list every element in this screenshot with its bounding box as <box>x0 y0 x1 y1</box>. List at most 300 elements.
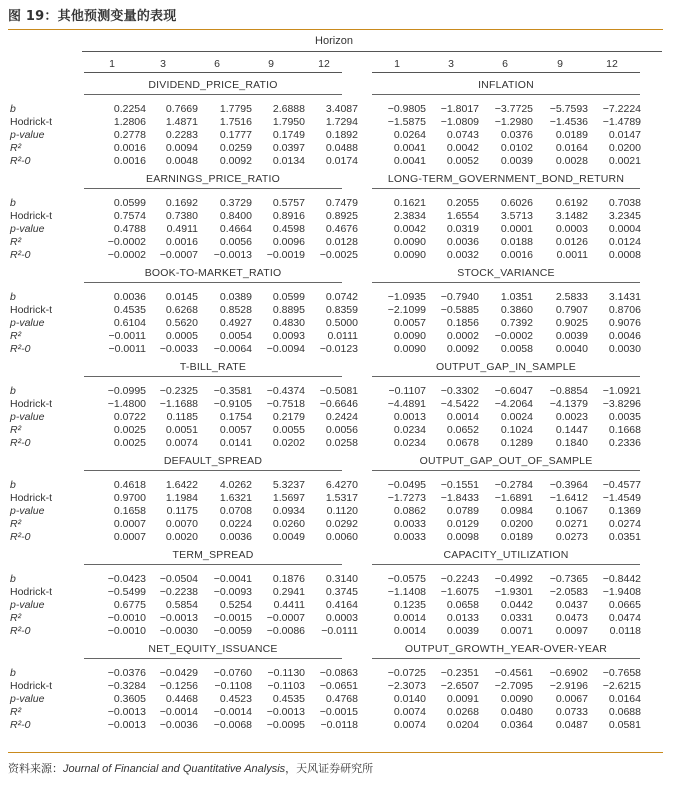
row-label: b <box>10 479 16 491</box>
table-cell: 0.0742 <box>325 291 358 303</box>
left-variable-rule <box>84 94 342 95</box>
left-variable-rule <box>84 564 342 565</box>
table-cell: 6.4270 <box>325 479 358 491</box>
table-cell: −0.2238 <box>159 586 198 598</box>
table-cell: 0.0258 <box>325 437 358 449</box>
table-cell: −0.0429 <box>159 667 198 679</box>
table-cell: −1.0921 <box>602 385 641 397</box>
table-cell: 0.0487 <box>555 719 588 731</box>
table-cell: 0.5757 <box>272 197 305 209</box>
table-cell: −2.6507 <box>440 680 479 692</box>
table-cell: 0.0042 <box>446 142 479 154</box>
table-cell: 0.1235 <box>393 599 426 611</box>
table-cell: −1.1408 <box>387 586 426 598</box>
table-cell: 0.0200 <box>608 142 641 154</box>
table-cell: −0.6047 <box>494 385 533 397</box>
table-cell: 0.0057 <box>219 424 252 436</box>
table-cell: 0.0042 <box>393 223 426 235</box>
table-cell: −0.3964 <box>549 479 588 491</box>
table-cell: 0.0189 <box>500 531 533 543</box>
horizon-col-right-4: 9 <box>557 58 563 70</box>
left-variable-rule <box>84 282 342 283</box>
row-label: R²-0 <box>10 625 31 637</box>
right-variable-rule <box>372 658 640 659</box>
table-cell: −1.0809 <box>440 116 479 128</box>
table-cell: 0.1185 <box>166 411 198 423</box>
table-cell: −0.1108 <box>214 680 252 692</box>
horizon-col-right-2: 3 <box>448 58 454 70</box>
table-cell: −0.0013 <box>159 612 198 624</box>
table-cell: −0.0059 <box>213 625 252 637</box>
table-cell: −7.2224 <box>602 103 641 115</box>
row-label: b <box>10 667 16 679</box>
table-cell: 1.7516 <box>219 116 252 128</box>
table-cell: 0.0014 <box>393 612 426 624</box>
table-cell: −0.0014 <box>213 706 252 718</box>
table-cell: 0.0008 <box>608 249 641 261</box>
table-cell: 0.0003 <box>325 612 358 624</box>
table-cell: 0.4927 <box>219 317 252 329</box>
table-cell: 0.4411 <box>273 599 305 611</box>
table-cell: 0.8528 <box>219 304 252 316</box>
table-cell: 0.6775 <box>113 599 146 611</box>
table-cell: −0.0094 <box>266 343 305 355</box>
table-cell: 0.4676 <box>325 223 358 235</box>
table-cell: 0.0098 <box>446 531 479 543</box>
table-cell: 0.4468 <box>165 693 198 705</box>
table-cell: 0.0074 <box>393 706 426 718</box>
table-cell: 0.0060 <box>325 531 358 543</box>
table-cell: −1.9408 <box>602 586 641 598</box>
table-cell: 0.0188 <box>500 236 533 248</box>
table-cell: 0.4788 <box>113 223 146 235</box>
table-cell: 0.7392 <box>500 317 533 329</box>
table-cell: 0.7380 <box>165 210 198 222</box>
table-cell: −0.0575 <box>387 573 426 585</box>
table-cell: −0.0093 <box>213 586 252 598</box>
table-cell: 0.8400 <box>219 210 252 222</box>
table-cell: 0.8706 <box>608 304 641 316</box>
table-cell: −2.3073 <box>387 680 426 692</box>
source-suffix: ，天风证券研究所 <box>285 762 374 775</box>
table-cell: −0.4992 <box>494 573 533 585</box>
table-cell: 0.0032 <box>446 249 479 261</box>
row-label: p-value <box>10 505 45 517</box>
table-cell: 0.1120 <box>326 505 358 517</box>
table-cell: 0.0090 <box>500 693 533 705</box>
table-cell: 0.0004 <box>608 223 641 235</box>
horizon-col-right-1: 1 <box>394 58 400 70</box>
row-label: p-value <box>10 599 45 611</box>
table-cell: 0.0048 <box>165 155 198 167</box>
table-cell: 0.7038 <box>608 197 641 209</box>
table-cell: 0.0260 <box>272 518 305 530</box>
right-variable-rule <box>372 282 640 283</box>
table-cell: 0.0058 <box>500 343 533 355</box>
table-cell: 0.0007 <box>113 518 146 530</box>
footer-divider <box>8 752 663 753</box>
table-cell: 0.0014 <box>393 625 426 637</box>
right-variable-title: OUTPUT_GAP_IN_SAMPLE <box>436 361 576 373</box>
table-cell: −0.2325 <box>159 385 198 397</box>
table-cell: 0.7907 <box>555 304 588 316</box>
table-cell: 0.4664 <box>219 223 252 235</box>
horizon-col-left-2: 3 <box>160 58 166 70</box>
table-cell: 0.3745 <box>325 586 358 598</box>
table-cell: −0.0002 <box>107 236 146 248</box>
table-cell: −1.7273 <box>387 492 426 504</box>
table-cell: −2.6215 <box>602 680 641 692</box>
table-cell: −1.4800 <box>107 398 146 410</box>
row-label: R²-0 <box>10 437 31 449</box>
table-cell: 0.0096 <box>272 236 305 248</box>
table-cell: 0.6026 <box>500 197 533 209</box>
table-cell: 0.0789 <box>446 505 479 517</box>
row-label: R² <box>10 612 22 624</box>
table-cell: 0.1692 <box>165 197 198 209</box>
right-variable-rule <box>372 376 640 377</box>
table-cell: 0.4535 <box>272 693 305 705</box>
table-cell: 0.8895 <box>272 304 305 316</box>
table-cell: 0.1621 <box>393 197 426 209</box>
section-1 <box>0 79 673 172</box>
table-cell: −0.2784 <box>494 479 533 491</box>
right-variable-title: LONG-TERM_GOVERNMENT_BOND_RETURN <box>387 173 625 185</box>
table-cell: −0.0030 <box>159 625 198 637</box>
table-cell: 1.4871 <box>165 116 198 128</box>
table-cell: 0.0097 <box>555 625 588 637</box>
section-3 <box>0 267 673 360</box>
table-cell: 0.0164 <box>555 142 588 154</box>
right-variable-rule <box>372 470 640 471</box>
table-cell: 0.2179 <box>272 411 305 423</box>
row-label: R² <box>10 236 22 248</box>
table-cell: 0.0023 <box>555 411 588 423</box>
figure-header <box>8 6 663 30</box>
row-label: b <box>10 197 16 209</box>
table-cell: 0.0005 <box>165 330 198 342</box>
row-label: p-value <box>10 223 45 235</box>
row-label: p-value <box>10 411 45 423</box>
table-cell: 0.1175 <box>166 505 198 517</box>
table-cell: 0.0033 <box>393 531 426 543</box>
table-cell: −1.2980 <box>494 116 533 128</box>
table-cell: 0.0070 <box>165 518 198 530</box>
table-cell: 0.0351 <box>608 531 641 543</box>
row-label: Hodrick-t <box>10 586 53 598</box>
table-cell: 0.5254 <box>219 599 252 611</box>
table-cell: −4.1379 <box>549 398 588 410</box>
row-label: R² <box>10 424 22 436</box>
table-cell: 0.9025 <box>555 317 588 329</box>
table-cell: 0.6104 <box>113 317 146 329</box>
table-cell: −0.0423 <box>107 573 146 585</box>
table-cell: −0.0495 <box>387 479 426 491</box>
table-cell: −0.0002 <box>107 249 146 261</box>
table-cell: 0.0234 <box>393 437 426 449</box>
table-cell: 0.1369 <box>608 505 641 517</box>
table-cell: −0.0041 <box>213 573 252 585</box>
table-cell: 0.1447 <box>555 424 588 436</box>
table-cell: 0.4768 <box>325 693 358 705</box>
table-cell: −3.8296 <box>602 398 641 410</box>
right-variable-rule <box>372 564 640 565</box>
table-cell: 0.4830 <box>272 317 305 329</box>
table-cell: 0.8359 <box>325 304 358 316</box>
table-cell: 1.2806 <box>113 116 146 128</box>
table-cell: 0.0090 <box>393 236 426 248</box>
table-cell: −4.2064 <box>494 398 533 410</box>
row-label: b <box>10 573 16 585</box>
table-cell: 0.9700 <box>113 492 146 504</box>
section-4 <box>0 361 673 454</box>
table-cell: 0.1668 <box>608 424 641 436</box>
table-cell: −1.8017 <box>440 103 479 115</box>
table-cell: −1.1688 <box>159 398 198 410</box>
table-cell: −0.1256 <box>159 680 198 692</box>
table-cell: −0.1551 <box>440 479 479 491</box>
row-label: p-value <box>10 693 45 705</box>
table-cell: −0.0036 <box>159 719 198 731</box>
table-cell: 0.2941 <box>272 586 305 598</box>
table-cell: 0.0743 <box>446 129 479 141</box>
row-label: R²-0 <box>10 249 31 261</box>
table-cell: 4.0262 <box>219 479 252 491</box>
table-cell: 0.0021 <box>608 155 641 167</box>
table-cell: 0.0002 <box>446 330 479 342</box>
table-cell: 0.0652 <box>446 424 479 436</box>
right-variable-rule <box>372 94 640 95</box>
row-label: b <box>10 103 16 115</box>
row-label: R²-0 <box>10 719 31 731</box>
left-variable-rule <box>84 376 342 377</box>
table-cell: 0.0147 <box>608 129 641 141</box>
table-cell: −0.0013 <box>107 706 146 718</box>
table-cell: −0.0015 <box>213 612 252 624</box>
table-cell: 0.0581 <box>608 719 641 731</box>
section-5 <box>0 455 673 548</box>
table-cell: 0.0056 <box>219 236 252 248</box>
table-cell: 0.0049 <box>272 531 305 543</box>
table-cell: −0.0007 <box>266 612 305 624</box>
table-cell: −0.0011 <box>108 343 146 355</box>
horizon-label: Horizon <box>315 35 353 47</box>
table-cell: 0.6268 <box>165 304 198 316</box>
table-cell: −0.6646 <box>319 398 358 410</box>
right-variable-title: STOCK_VARIANCE <box>457 267 555 279</box>
table-cell: 2.3834 <box>393 210 426 222</box>
figure-title: 图 19：其他预测变量的表现 <box>8 9 177 24</box>
table-cell: 0.0733 <box>555 706 588 718</box>
table-cell: 0.0035 <box>608 411 641 423</box>
table-cell: −0.6902 <box>549 667 588 679</box>
table-cell: 0.0054 <box>219 330 252 342</box>
table-cell: 0.0133 <box>446 612 479 624</box>
table-cell: 0.3140 <box>325 573 358 585</box>
table-cell: 0.0268 <box>446 706 479 718</box>
row-label: p-value <box>10 317 45 329</box>
table-cell: 0.0111 <box>327 330 358 342</box>
table-cell: 0.1777 <box>219 129 252 141</box>
table-cell: −0.0015 <box>319 706 358 718</box>
horizon-col-right-5: 12 <box>606 58 618 70</box>
table-cell: −0.3284 <box>107 680 146 692</box>
table-cell: 0.0984 <box>500 505 533 517</box>
table-cell: 0.1892 <box>325 129 358 141</box>
table-cell: −0.0068 <box>213 719 252 731</box>
table-cell: 0.0039 <box>500 155 533 167</box>
table-cell: 0.0224 <box>219 518 252 530</box>
table-cell: 2.5833 <box>555 291 588 303</box>
table-cell: 0.0480 <box>500 706 533 718</box>
table-cell: 0.0011 <box>556 249 588 261</box>
table-cell: 0.0016 <box>165 236 198 248</box>
table-cell: 0.0599 <box>272 291 305 303</box>
table-cell: −0.0025 <box>319 249 358 261</box>
table-cell: 1.1984 <box>165 492 198 504</box>
row-label: Hodrick-t <box>10 398 53 410</box>
table-cell: −0.3302 <box>440 385 479 397</box>
table-cell: 0.1754 <box>219 411 252 423</box>
left-variable-title: T-BILL_RATE <box>179 361 247 373</box>
table-cell: −0.0504 <box>159 573 198 585</box>
table-cell: 0.2254 <box>113 103 146 115</box>
table-cell: 0.0397 <box>272 142 305 154</box>
table-cell: −3.7725 <box>494 103 533 115</box>
table-cell: 0.0474 <box>608 612 641 624</box>
table-cell: −0.1130 <box>267 667 305 679</box>
table-cell: −0.0376 <box>107 667 146 679</box>
table-cell: 0.3729 <box>219 197 252 209</box>
table-cell: −0.0863 <box>319 667 358 679</box>
table-cell: 3.4087 <box>325 103 358 115</box>
table-cell: 0.0071 <box>500 625 533 637</box>
row-label: R²-0 <box>10 531 31 543</box>
table-cell: 0.0145 <box>165 291 198 303</box>
horizon-rule <box>82 51 662 52</box>
table-cell: 0.0234 <box>393 424 426 436</box>
table-cell: −0.9805 <box>387 103 426 115</box>
table-cell: 0.0331 <box>500 612 533 624</box>
table-cell: −0.0002 <box>494 330 533 342</box>
table-cell: 5.3237 <box>272 479 305 491</box>
row-label: Hodrick-t <box>10 304 53 316</box>
table-cell: 0.0708 <box>219 505 252 517</box>
table-cell: 0.0442 <box>500 599 533 611</box>
table-cell: 0.0264 <box>393 129 426 141</box>
table-cell: −0.0995 <box>107 385 146 397</box>
horizon-col-right-3: 6 <box>502 58 508 70</box>
table-cell: −0.0013 <box>107 719 146 731</box>
table-cell: −2.9196 <box>549 680 588 692</box>
left-variable-title: TERM_SPREAD <box>172 549 254 561</box>
table-cell: 0.0016 <box>113 155 146 167</box>
title-divider <box>8 29 663 30</box>
table-cell: 0.0055 <box>272 424 305 436</box>
table-cell: 0.0128 <box>325 236 358 248</box>
table-cell: 0.7574 <box>113 210 146 222</box>
table-cell: 0.0271 <box>555 518 588 530</box>
table-cell: 0.0274 <box>608 518 641 530</box>
table-cell: 0.2424 <box>325 411 358 423</box>
table-cell: −2.0583 <box>549 586 588 598</box>
table-cell: 0.0041 <box>393 155 426 167</box>
table-cell: 3.1431 <box>608 291 641 303</box>
table-cell: 0.0273 <box>555 531 588 543</box>
table-cell: 0.1658 <box>113 505 146 517</box>
table-cell: −0.0013 <box>213 249 252 261</box>
table-cell: 0.0056 <box>325 424 358 436</box>
table-cell: 0.0934 <box>272 505 305 517</box>
table-cell: −0.2243 <box>440 573 479 585</box>
section-2 <box>0 173 673 266</box>
table-cell: −0.1103 <box>267 680 305 692</box>
table-cell: 0.1289 <box>500 437 533 449</box>
table-cell: 0.7479 <box>325 197 358 209</box>
table-cell: 0.0599 <box>113 197 146 209</box>
row-label: Hodrick-t <box>10 210 53 222</box>
table-cell: 0.0126 <box>555 236 588 248</box>
table-cell: 3.2345 <box>608 210 641 222</box>
table-cell: −0.0011 <box>108 330 146 342</box>
table-cell: −0.8854 <box>549 385 588 397</box>
right-variable-rule <box>372 188 640 189</box>
table-cell: 0.0090 <box>393 249 426 261</box>
table-cell: 0.0025 <box>113 437 146 449</box>
table-cell: 0.0046 <box>608 330 641 342</box>
table-cell: 0.0200 <box>500 518 533 530</box>
row-label: b <box>10 291 16 303</box>
table-cell: 0.0092 <box>446 343 479 355</box>
table-cell: 1.6554 <box>446 210 479 222</box>
table-cell: 0.0041 <box>393 142 426 154</box>
table-cell: 0.0364 <box>500 719 533 731</box>
left-variable-rule <box>84 470 342 471</box>
table-cell: 0.0052 <box>446 155 479 167</box>
table-cell: 0.0094 <box>165 142 198 154</box>
table-cell: −1.0935 <box>387 291 426 303</box>
horizon-col-left-5: 12 <box>318 58 330 70</box>
table-cell: 1.7950 <box>272 116 305 128</box>
table-cell: −2.7095 <box>494 680 533 692</box>
table-cell: 1.0351 <box>500 291 533 303</box>
table-cell: 0.2778 <box>113 129 146 141</box>
table-cell: −0.0086 <box>266 625 305 637</box>
table-cell: −0.0010 <box>107 612 146 624</box>
table-cell: −0.0019 <box>266 249 305 261</box>
table-cell: 0.4535 <box>113 304 146 316</box>
table-cell: 0.0039 <box>446 625 479 637</box>
table-cell: 3.5713 <box>500 210 533 222</box>
table-cell: 1.7795 <box>219 103 252 115</box>
table-cell: 0.4523 <box>219 693 252 705</box>
table-cell: 0.0319 <box>446 223 479 235</box>
table-cell: 0.0033 <box>393 518 426 530</box>
table-cell: −0.5885 <box>440 304 479 316</box>
table-cell: 1.5317 <box>325 492 358 504</box>
table-cell: 0.1876 <box>272 573 305 585</box>
table-cell: −0.7365 <box>549 573 588 585</box>
table-cell: 0.0067 <box>555 693 588 705</box>
table-cell: 0.0091 <box>446 693 479 705</box>
table-cell: −0.1107 <box>388 385 426 397</box>
row-label: R² <box>10 330 22 342</box>
row-label: R² <box>10 706 22 718</box>
table-cell: 0.4598 <box>272 223 305 235</box>
table-cell: 3.1482 <box>555 210 588 222</box>
table-cell: 0.0658 <box>446 599 479 611</box>
table-cell: 1.6321 <box>219 492 252 504</box>
